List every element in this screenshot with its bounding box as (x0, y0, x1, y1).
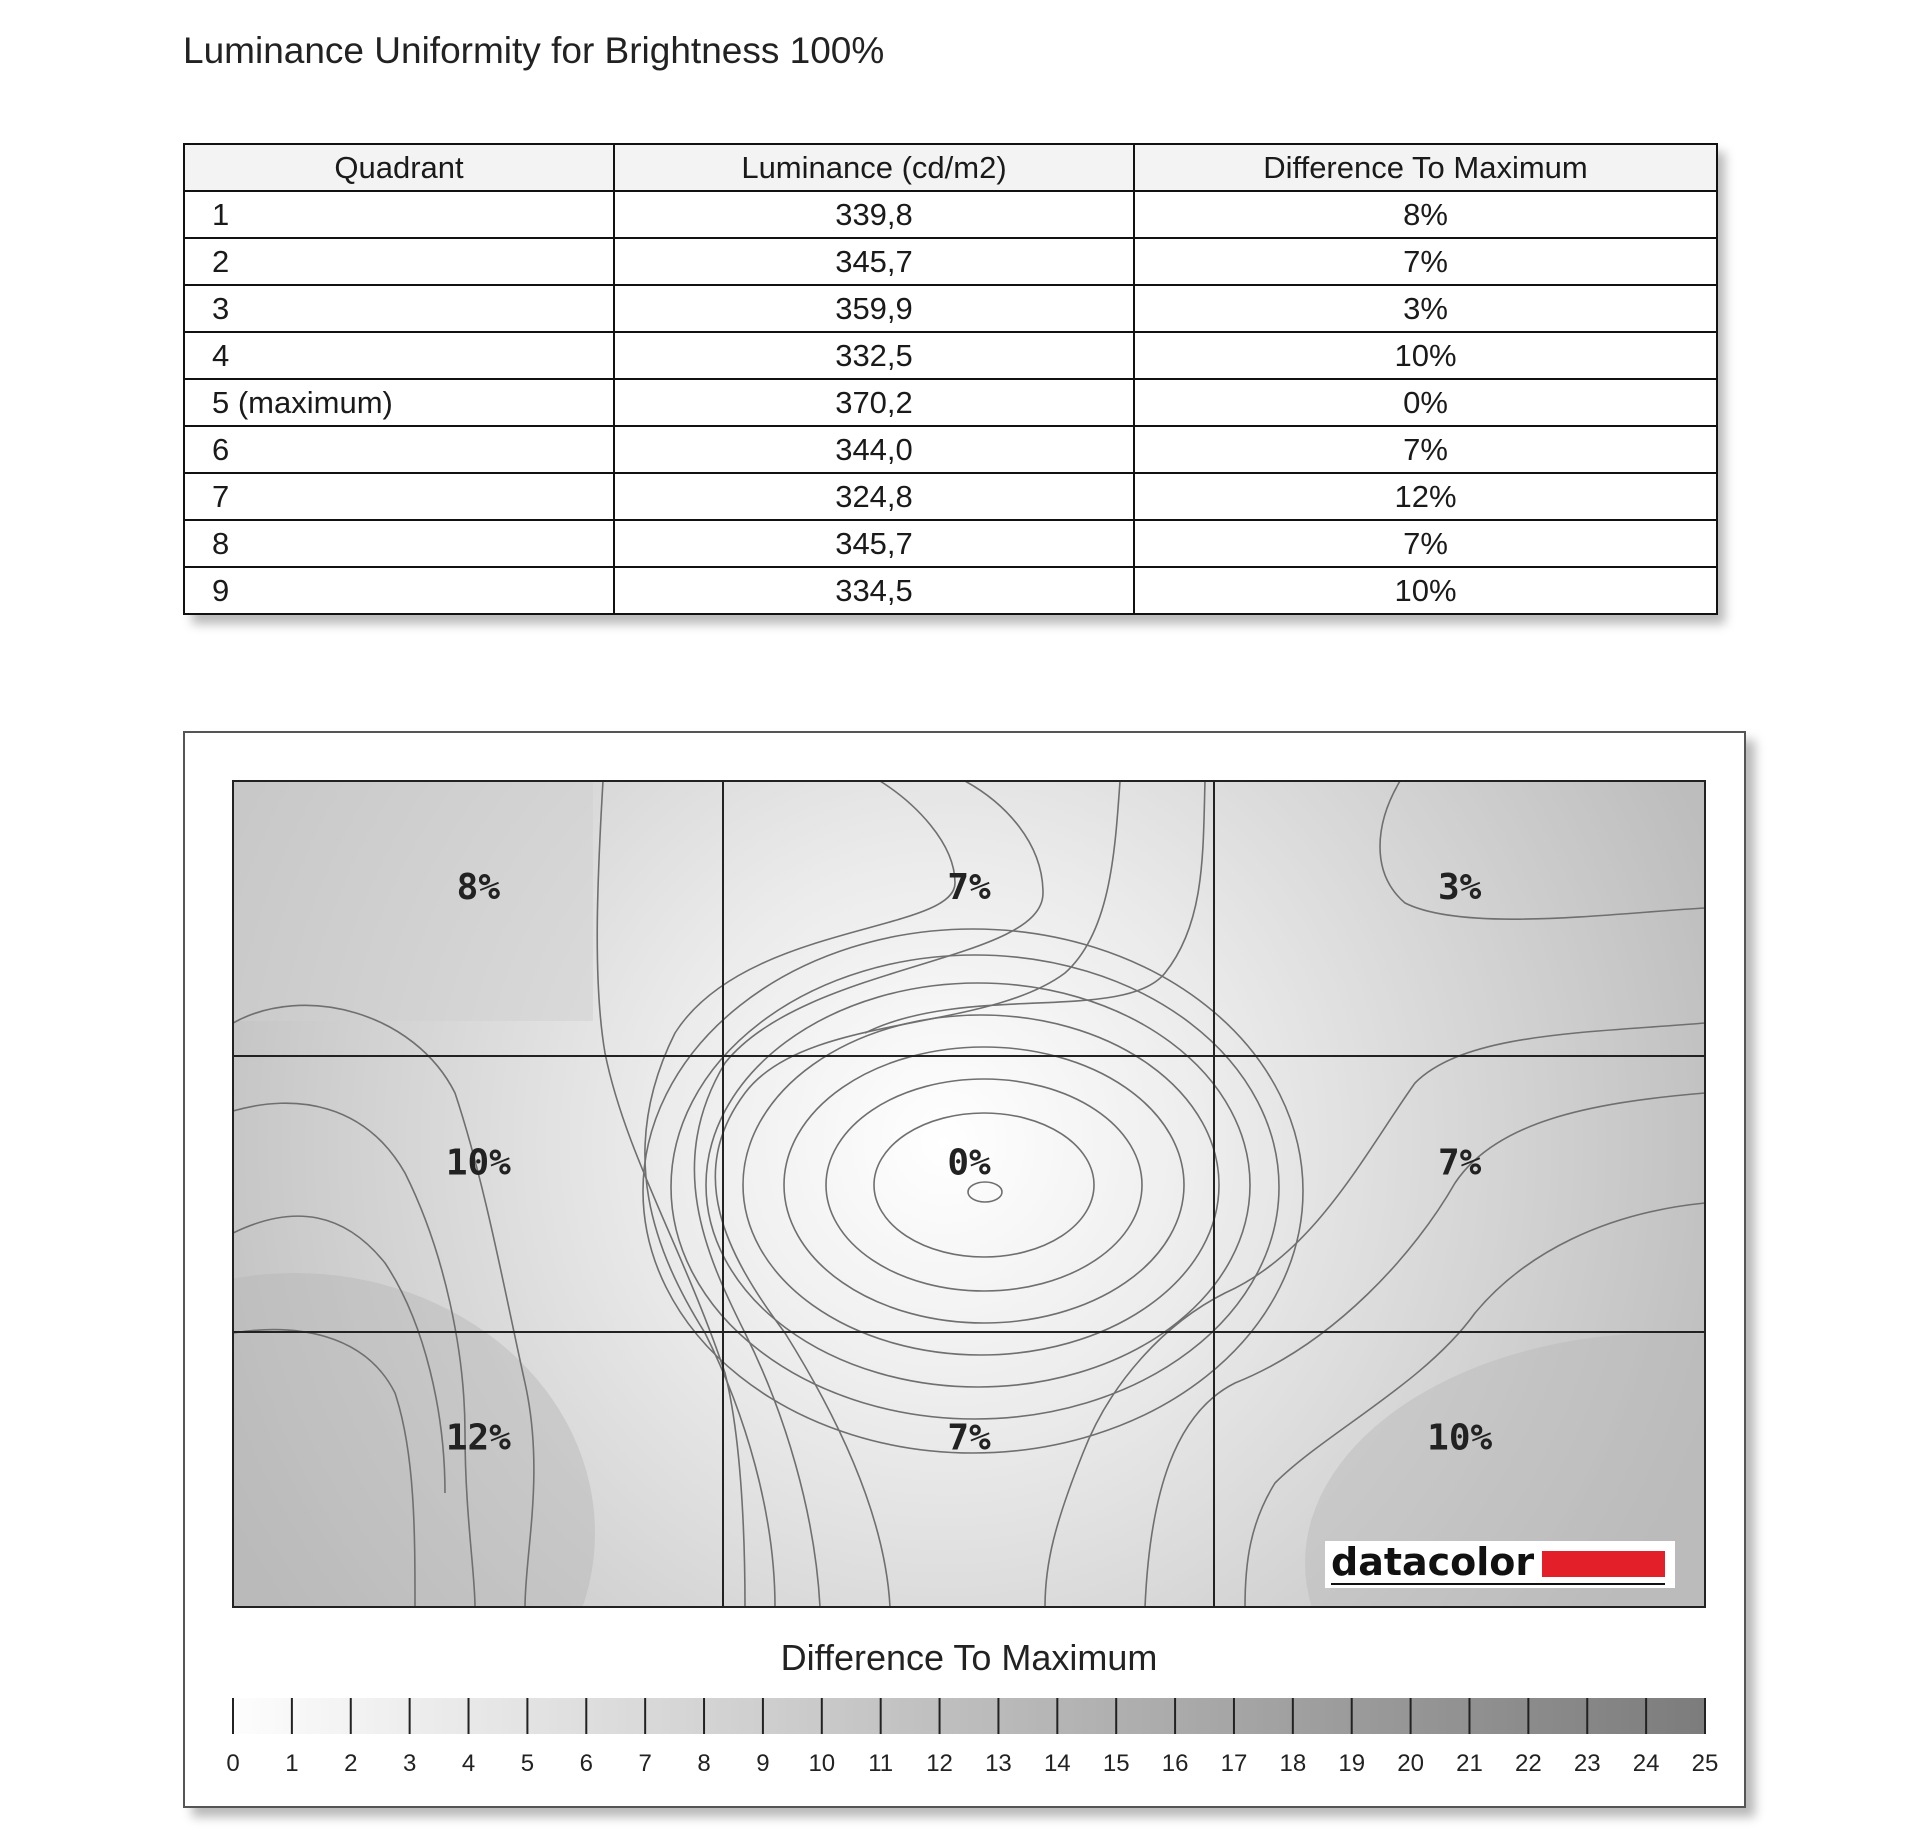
colorbar-tick-label: 14 (1043, 1750, 1071, 1777)
colorbar-tick-label: 1 (285, 1750, 299, 1777)
cell-difference: 10% (1134, 567, 1717, 614)
colorbar-tick-label: 17 (1220, 1750, 1248, 1777)
colorbar-tick-label: 9 (756, 1750, 770, 1777)
colorbar-tick-label: 25 (1691, 1750, 1719, 1777)
colorbar-tick-labels (226, 1750, 1718, 1777)
logo-accent-bar (1542, 1551, 1665, 1577)
cell-luminance: 334,5 (614, 567, 1134, 614)
colorbar-tick-label: 22 (1515, 1750, 1542, 1777)
header-difference: Difference To Maximum (1134, 144, 1717, 191)
cell-quadrant: 8 (184, 520, 614, 567)
colorbar-tick-label: 23 (1573, 1750, 1601, 1777)
cell-luminance: 345,7 (614, 520, 1134, 567)
cell-label-2: 7% (947, 867, 991, 908)
dark-patch-top-left (233, 781, 593, 1021)
cell-luminance: 344,0 (614, 426, 1134, 473)
table-header-row (184, 144, 1717, 191)
table-row (184, 379, 1717, 426)
luminance-table (183, 143, 1716, 615)
colorbar-tick-label: 19 (1338, 1750, 1366, 1777)
colorbar-tick-label: 12 (926, 1750, 953, 1777)
cell-quadrant: 1 (184, 191, 614, 238)
datacolor-logo (1325, 1540, 1675, 1588)
cell-quadrant: 6 (184, 426, 614, 473)
cell-difference: 10% (1134, 332, 1717, 379)
cell-quadrant: 3 (184, 285, 614, 332)
colorbar-tick-label: 15 (1102, 1750, 1130, 1777)
cell-luminance: 345,7 (614, 238, 1134, 285)
logo-text: datacolor (1331, 1540, 1535, 1584)
cell-label-9: 10% (1427, 1417, 1493, 1459)
colorbar-tick-label: 8 (697, 1750, 711, 1777)
cell-label-3: 3% (1437, 867, 1482, 908)
header-luminance: Luminance (cd/m2) (614, 144, 1134, 191)
cell-label-1: 8% (456, 867, 501, 908)
cell-luminance: 359,9 (614, 285, 1134, 332)
cell-label-6: 7% (1437, 1142, 1482, 1184)
cell-difference: 7% (1134, 520, 1717, 567)
cell-difference: 7% (1134, 238, 1717, 285)
colorbar-tick-label: 6 (579, 1750, 593, 1777)
colorbar-tick-label: 4 (461, 1750, 476, 1777)
page-title: Luminance Uniformity for Brightness 100% (183, 30, 885, 71)
table-row (184, 520, 1717, 567)
colorbar-tick-label: 10 (808, 1750, 836, 1777)
colorbar-tick-label: 3 (402, 1750, 417, 1777)
colorbar-tick-label: 20 (1397, 1750, 1424, 1777)
colorbar-tick-label: 5 (520, 1750, 535, 1777)
colorbar-tick-label: 18 (1279, 1750, 1307, 1777)
uniformity-chart-frame (183, 731, 1746, 1808)
cell-label-7: 12% (445, 1417, 511, 1459)
table-row (184, 285, 1717, 332)
cell-difference: 7% (1134, 426, 1717, 473)
colorbar-tick-label: 2 (344, 1750, 358, 1777)
colorbar-tick-label: 16 (1161, 1750, 1189, 1777)
table-row (184, 426, 1717, 473)
cell-quadrant: 2 (184, 238, 614, 285)
cell-quadrant: 5 (maximum) (184, 379, 614, 426)
cell-label-4: 10% (445, 1142, 511, 1184)
table-row (184, 238, 1717, 285)
cell-luminance: 339,8 (614, 191, 1134, 238)
colorbar-tick-label: 11 (868, 1750, 894, 1777)
uniformity-chart (185, 733, 1744, 1806)
cell-luminance: 370,2 (614, 379, 1134, 426)
cell-difference: 12% (1134, 473, 1717, 520)
cell-luminance: 332,5 (614, 332, 1134, 379)
colorbar-tick-label: 13 (985, 1750, 1012, 1777)
table-row (184, 567, 1717, 614)
colorbar-tick-label: 21 (1456, 1750, 1483, 1777)
cell-label-5: 0% (947, 1142, 991, 1184)
cell-quadrant: 4 (184, 332, 614, 379)
colorbar-tick-label: 0 (226, 1750, 240, 1777)
cell-difference: 0% (1134, 379, 1717, 426)
table-row (184, 473, 1717, 520)
cell-difference: 8% (1134, 191, 1717, 238)
table-row (184, 332, 1717, 379)
colorbar-title: Difference To Maximum (780, 1637, 1158, 1678)
cell-quadrant: 9 (184, 567, 614, 614)
colorbar-tick-label: 24 (1632, 1750, 1660, 1777)
cell-label-8: 7% (947, 1417, 991, 1459)
cell-luminance: 324,8 (614, 473, 1134, 520)
cell-quadrant: 7 (184, 473, 614, 520)
cell-difference: 3% (1134, 285, 1717, 332)
header-quadrant: Quadrant (184, 144, 614, 191)
colorbar-gradient (233, 1698, 1705, 1734)
colorbar-tick-label: 7 (638, 1750, 652, 1777)
table-row (184, 191, 1717, 238)
